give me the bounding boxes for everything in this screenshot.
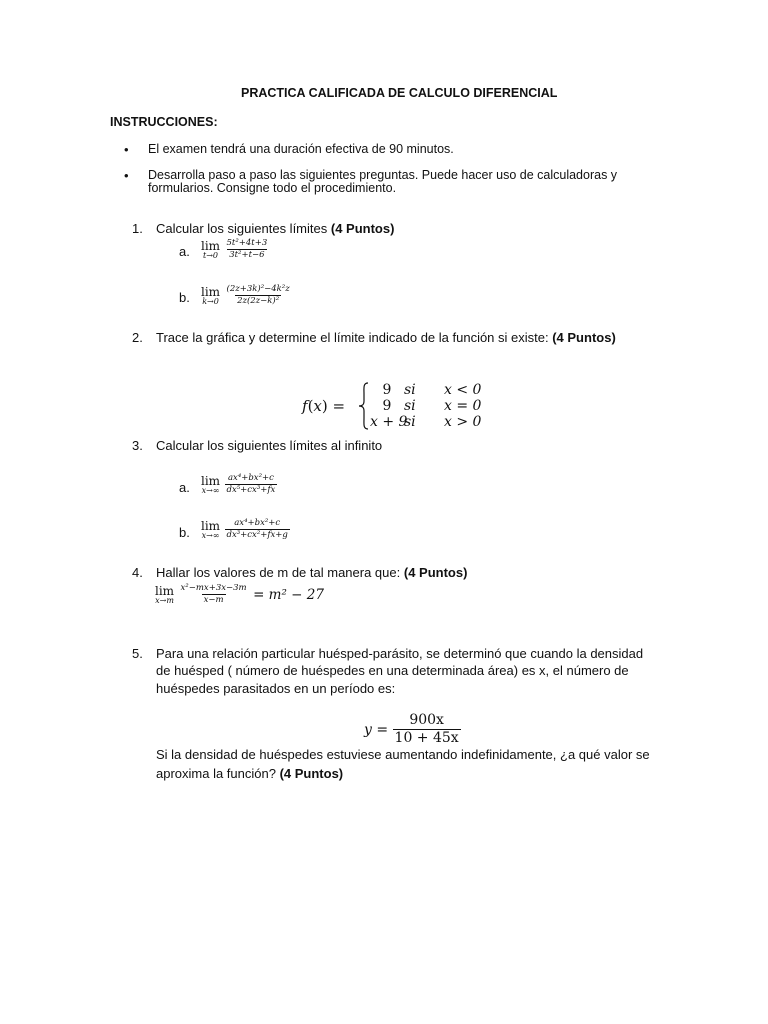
q1-number: 1. <box>132 221 143 236</box>
bullet-dot: • <box>124 168 129 183</box>
limit-operator: lim x→m <box>155 583 175 605</box>
q5-eq-lhs: y = <box>364 721 389 738</box>
q3-text: Calcular los siguientes límites al infinito <box>156 438 383 453</box>
q3-b-label: b. <box>179 525 190 540</box>
fraction: $\frac{\text{ax⁴+bx²+c}}{\text{dx⁵+cx³+fx}}$ <box>226 473 276 496</box>
left-brace-icon <box>358 382 370 430</box>
q1-points: (4 Puntos) <box>330 221 395 236</box>
bullet-dot: • <box>124 142 129 157</box>
q1-b-label: b. <box>179 290 190 305</box>
piecewise-row: 9 si x < 0 <box>382 382 482 398</box>
piecewise-rows <box>370 382 504 430</box>
q5-equation <box>364 713 461 747</box>
q4-text: Hallar los valores de m de tal manera que: (4 Puntos) <box>156 565 468 580</box>
q1-text: Calcular los siguientes límites (4 Puntos) <box>156 221 395 236</box>
q5-points: (4 Puntos) <box>279 766 344 781</box>
q3-a-expression <box>201 474 277 496</box>
fraction: $\frac{\text{(2z+3k)²−4k²z}}{\text{2z(2z−k)²}}$ <box>226 284 290 307</box>
instructions-heading: INSTRUCCIONES: <box>110 115 218 129</box>
fraction: $\frac{\text{x²−mx+3x−3m}}{x-m}$ <box>180 583 247 606</box>
q2-points: (4 Puntos) <box>552 330 616 345</box>
q2-number: 2. <box>132 330 143 345</box>
bullet-1: El examen tendrá una duración efectiva de 90 minutos. <box>148 142 454 156</box>
q5-after-2: aproxima la función? (4 Puntos) <box>156 766 344 781</box>
fraction: $\frac{\text{5t²+4t+3}}{\text{3t²+t−6}}$ <box>226 238 268 261</box>
bullet-2: Desarrolla paso a paso las siguientes preguntas. Puede hacer uso de calculadoras y <box>148 168 618 182</box>
q4-expression <box>155 584 324 606</box>
q5-line-2: de huésped ( número de huéspedes en una determinada área) es x, el número de <box>156 663 629 678</box>
q4-rhs: = m² − 27 <box>253 586 324 603</box>
limit-operator: lim t→0 <box>201 238 221 260</box>
fraction: $\frac{\text{ax⁴+bx²+c}}{\text{dx³+cx²+fx+g}}$ <box>226 518 288 541</box>
q2-text: Trace la gráfica y determine el límite indicado de la función si existe: (4 Puntos) <box>156 330 616 345</box>
q5-after-1: Si la densidad de huéspedes estuviese aumentando indefinidamente, ¿a qué valor se <box>156 747 650 762</box>
q1-b-expression <box>201 285 292 307</box>
q4-number: 4. <box>132 565 143 580</box>
page-title: PRACTICA CALIFICADA DE CALCULO DIFERENCIAL <box>241 86 558 100</box>
fraction: $\frac{900x}{10 + 45x}$ <box>394 712 459 747</box>
piecewise-lhs: f(x) = <box>302 397 346 415</box>
piecewise-row: x + 9 si x > 0 <box>370 414 482 430</box>
q1-a-expression <box>201 239 269 261</box>
q3-a-label: a. <box>179 480 190 495</box>
bullet-2-cont: formularios. Consigne todo el procedimiento. <box>148 181 397 195</box>
q5-line-1: Para una relación particular huésped-parásito, se determinó que cuando la densidad <box>156 646 644 661</box>
q5-number: 5. <box>132 646 143 661</box>
limit-operator: lim x→∞ <box>201 518 221 540</box>
limit-operator: lim k→0 <box>201 284 221 306</box>
q5-line-3: huéspedes parasitados en un período es: <box>156 681 396 696</box>
q1-a-label: a. <box>179 244 190 259</box>
q3-number: 3. <box>132 438 143 453</box>
limit-operator: lim x→∞ <box>201 473 221 495</box>
piecewise-row: 9 si x = 0 <box>382 398 482 414</box>
q3-b-expression <box>201 519 290 541</box>
q4-points: (4 Puntos) <box>403 565 468 580</box>
